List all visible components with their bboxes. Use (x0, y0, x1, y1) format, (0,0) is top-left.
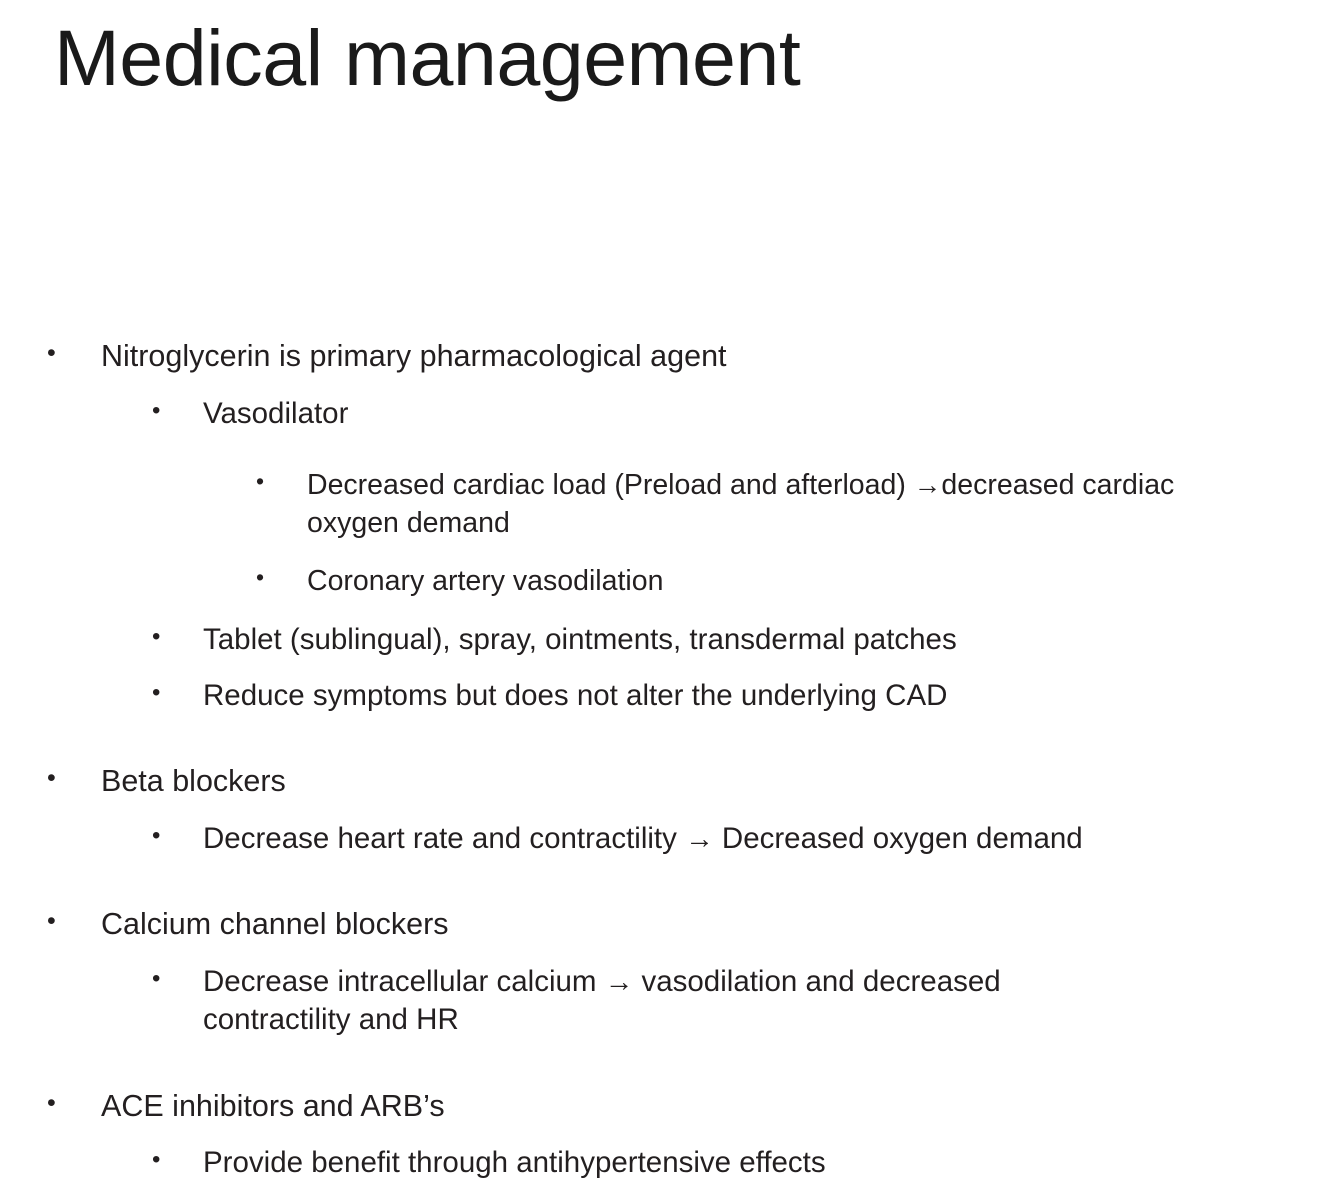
spacer (0, 384, 1336, 395)
bullet-icon: • (152, 1146, 161, 1174)
bullet-list (0, 337, 1336, 1190)
bullet-icon: • (47, 907, 56, 936)
list-item-label: Calcium channel blockers (101, 907, 449, 942)
spacer (0, 809, 1336, 820)
spacer (0, 1133, 1336, 1144)
right-arrow-icon: → (604, 965, 634, 998)
list-item-label: Reduce symptoms but does not alter the underlying CAD (203, 678, 948, 712)
list-item-label: Beta blockers (101, 764, 286, 799)
bullet-icon: • (152, 622, 161, 650)
spacer (0, 1047, 1336, 1087)
list-item (0, 762, 1336, 802)
list-item (0, 1087, 1336, 1127)
list-item-label: Provide benefit through antihypertensive effects (203, 1146, 826, 1180)
list-item (0, 466, 1336, 542)
list-item-label: Coronary artery vasodilation (307, 565, 664, 598)
right-arrow-icon: → (913, 468, 942, 500)
spacer (0, 952, 1336, 963)
list-item-label: Nitroglycerin is primary pharmacological agent (101, 339, 727, 373)
spacer (0, 722, 1336, 762)
bullet-icon: • (47, 339, 56, 367)
list-item (0, 905, 1336, 945)
list-item-label: Tablet (sublingual), spray, ointments, transdermal patches (203, 622, 957, 656)
list-item (0, 562, 1336, 600)
bullet-icon: • (256, 564, 265, 591)
right-arrow-icon: → (685, 822, 714, 855)
list-item-label: Decreased cardiac load (Preload and afterload) →decreased cardiac oxygen demand (307, 468, 1175, 540)
bullet-icon: • (47, 1088, 56, 1117)
bullet-icon: • (152, 678, 161, 706)
list-item (0, 621, 1336, 659)
list-item (0, 1144, 1336, 1182)
list-item-label: Decrease intracellular calcium → vasodilation and decreased contractility and HR (203, 964, 1001, 1037)
page-title: Medical management (54, 13, 801, 102)
bullet-icon: • (256, 467, 265, 494)
spacer (0, 666, 1336, 677)
list-item-label: ACE inhibitors and ARB’s (101, 1088, 445, 1123)
bullet-icon: • (152, 821, 161, 849)
bullet-icon: • (152, 396, 161, 424)
list-item (0, 395, 1336, 433)
spacer (0, 610, 1336, 621)
spacer (0, 551, 1336, 562)
list-item (0, 337, 1336, 377)
bullet-icon: • (152, 964, 161, 992)
list-item-label: Decrease heart rate and contractility → Decreased oxygen demand (203, 821, 1083, 855)
list-item (0, 677, 1336, 715)
bullet-icon: • (47, 764, 56, 793)
list-item (0, 963, 1336, 1040)
spacer (0, 440, 1336, 466)
spacer (0, 865, 1336, 905)
list-item (0, 820, 1336, 858)
list-item-label: Vasodilator (203, 396, 349, 430)
